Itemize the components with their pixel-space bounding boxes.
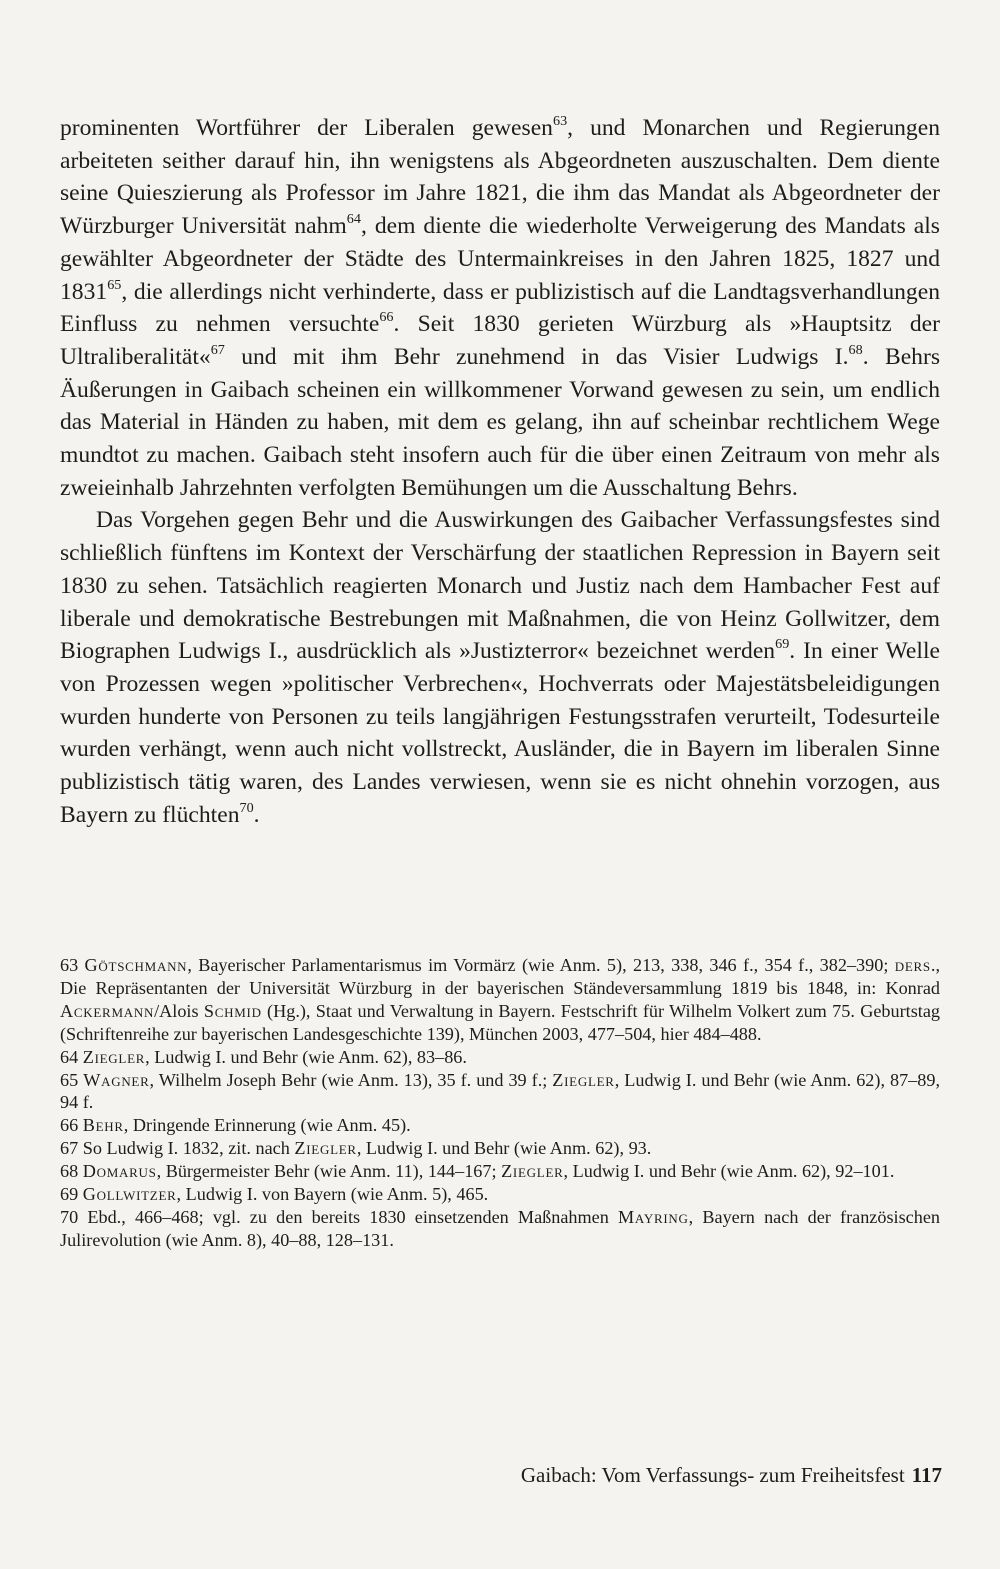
author-name: Schmid: [203, 1000, 262, 1021]
footnote-ref: 67: [210, 341, 225, 358]
footnote-ref: 64: [346, 210, 361, 227]
author-name: Behr: [82, 1115, 124, 1136]
author-name: Ziegler: [82, 1046, 146, 1067]
footnote: [60, 1160, 940, 1183]
text-run: . In einer Welle von Prozessen wegen »politischer Verbrechen«, Hochverrats oder Majestätsbeleidigungen wurden hunderte von Personen zu teils langjährigen Festungsstrafen verurteilt, Todesurteile wurden verhängt, wenn auch nicht vollstreckt, Ausländer, die in Bayern im liberalen Sinne publizistisch tätig waren, des Landes verwiesen, wenn sie es nicht ohnehin vorzogen, aus Bayern zu flüchten: [60, 638, 940, 828]
text-run: , Bürgermeister Behr (wie Anm. 11), 144–167;: [156, 1161, 502, 1182]
author-name: Ziegler: [501, 1161, 564, 1182]
author-name: Domarus: [82, 1161, 157, 1182]
footnote: [60, 1137, 940, 1160]
text-run: 65: [60, 1069, 84, 1090]
author-name: ders: [894, 955, 931, 975]
text-run: 69: [60, 1184, 83, 1205]
footnote: [60, 1183, 940, 1206]
text-run: , Wilhelm Joseph Behr (wie Anm. 13), 35 f. und 39 f.;: [149, 1069, 553, 1090]
text-run: 63: [60, 955, 85, 975]
paragraph: [60, 112, 940, 504]
text-run: . Behrs Äußerungen in Gaibach scheinen ein willkommener Vorwand gewesen zu sein, um endlich das Material in Händen zu haben, mit dem es gelang, ihn auf scheinbar rechtlichem Wege mundtot zu machen. Gaibach steht insofern auch für die über einen Zeitraum von mehr als zweieinhalb Jahrzehnten verfolgten Bemühungen um die Ausschaltung Behrs.: [60, 343, 941, 501]
text-run: , Ludwig I. und Behr (wie Anm. 62), 92–101.: [563, 1161, 895, 1182]
main-text: [60, 112, 940, 831]
author-name: Ziegler: [552, 1069, 615, 1090]
text-run: , und Monarchen und Regierungen arbeiteten seither darauf hin, ihn wenigstens als Abgeordneten auszuschalten. Dem diente seine Quieszierung als Professor im Jahre 1821, die ihm das Mandat als Abgeordneter der Würzburger Universität nahm: [60, 115, 940, 240]
text-run: ., Die Repräsentanten der Universität Würzburg in der bayerischen Ständeversammlung 1819 bis 1848, in: Konrad: [60, 955, 940, 998]
footnote: [60, 1206, 940, 1252]
text-run: , Ludwig I. und Behr (wie Anm. 62), 93.: [356, 1138, 652, 1159]
page-number: 117: [911, 1463, 942, 1487]
text-run: , Bayern nach der französischen Julirevolution (wie Anm. 8), 40–88, 128–131.: [60, 1206, 940, 1250]
text-run: (Hg.), Staat und Verwaltung in Bayern. Festschrift für Wilhelm Volkert zum 75. Geburtstag (Schriftenreihe zur bayerischen Landesgeschichte 139), München 2003, 477–504, hier 484–488.: [60, 1000, 941, 1044]
text-run: 66: [60, 1115, 83, 1136]
footnote: [60, 1114, 940, 1137]
author-name: Gollwitzer: [82, 1184, 177, 1205]
author-name: Wagner: [83, 1069, 150, 1090]
text-run: 70 Ebd., 466–468; vgl. zu den bereits 1830 einsetzenden Maßnahmen: [60, 1206, 619, 1227]
footnote-ref: 69: [775, 636, 790, 653]
author-name: Mayring: [618, 1206, 689, 1227]
text-run: , die allerdings nicht verhinderte, dass er publizistisch auf die Landtagsverhandlungen Einfluss zu nehmen versuchte: [60, 278, 940, 338]
running-footer: [521, 1463, 942, 1488]
footnote-ref: 70: [239, 799, 254, 816]
text-run: 64: [60, 1046, 83, 1067]
author-name: Ziegler: [294, 1138, 357, 1159]
footnote-ref: 63: [552, 112, 568, 129]
text-run: , Bayerischer Parlamentarismus im Vormärz (wie Anm. 5), 213, 338, 346 f., 354 f., 382–390;: [187, 955, 895, 975]
footnote: [60, 1069, 940, 1115]
running-title: Gaibach: Vom Verfassungs- zum Freiheitsfest: [520, 1463, 905, 1487]
text-run: . Seit 1830 gerieten Würzburg als »Hauptsitz der Ultraliberalität«: [60, 311, 941, 370]
footnotes: [60, 954, 940, 1252]
footnote-ref: 65: [107, 276, 122, 293]
footnote-ref: 68: [848, 341, 863, 358]
text-run: prominenten Wortführer der Liberalen gewesen: [60, 115, 553, 141]
text-run: und mit ihm Behr zunehmend in das Visier Ludwigs I.: [224, 343, 849, 370]
footnote: [60, 954, 940, 1046]
footnote: [60, 1046, 940, 1069]
text-run: , Dringende Erinnerung (wie Anm. 45).: [123, 1115, 411, 1136]
text-run: , Ludwig I. und Behr (wie Anm. 62), 83–86.: [145, 1046, 467, 1067]
text-run: , dem diente die wiederholte Verweigerung des Mandats als gewählter Abgeordneter der Städte des Untermainkreises in den Jahren 1825, 1827 und 1831: [60, 213, 940, 305]
paragraph: [60, 504, 940, 831]
author-name: Ackermann: [60, 1000, 155, 1021]
footnote-ref: 66: [379, 309, 394, 326]
text-run: , Ludwig I. und Behr (wie Anm. 62), 87–89, 94 f.: [60, 1069, 941, 1113]
text-run: 68: [60, 1161, 83, 1182]
text-run: /Alois: [154, 1000, 204, 1021]
author-name: Götschmann: [84, 955, 188, 975]
text-run: 67 So Ludwig I. 1832, zit. nach: [60, 1138, 295, 1159]
text-run: , Ludwig I. von Bayern (wie Anm. 5), 465.: [176, 1184, 489, 1205]
text-run: Das Vorgehen gegen Behr und die Auswirkungen des Gaibacher Verfassungsfestes sind schließlich fünftens im Kontext der Verschärfung der staatlichen Repression in Bayern seit 1830 zu sehen. Tatsächlich reagierten Monarch und Justiz nach dem Hambacher Fest auf liberale und demokratische Bestrebungen mit Maßnahmen, die von Heinz Gollwitzer, dem Biographen Ludwigs I., ausdrücklich als »Justizterror« bezeichnet werden: [60, 507, 940, 665]
text-run: .: [253, 801, 260, 828]
